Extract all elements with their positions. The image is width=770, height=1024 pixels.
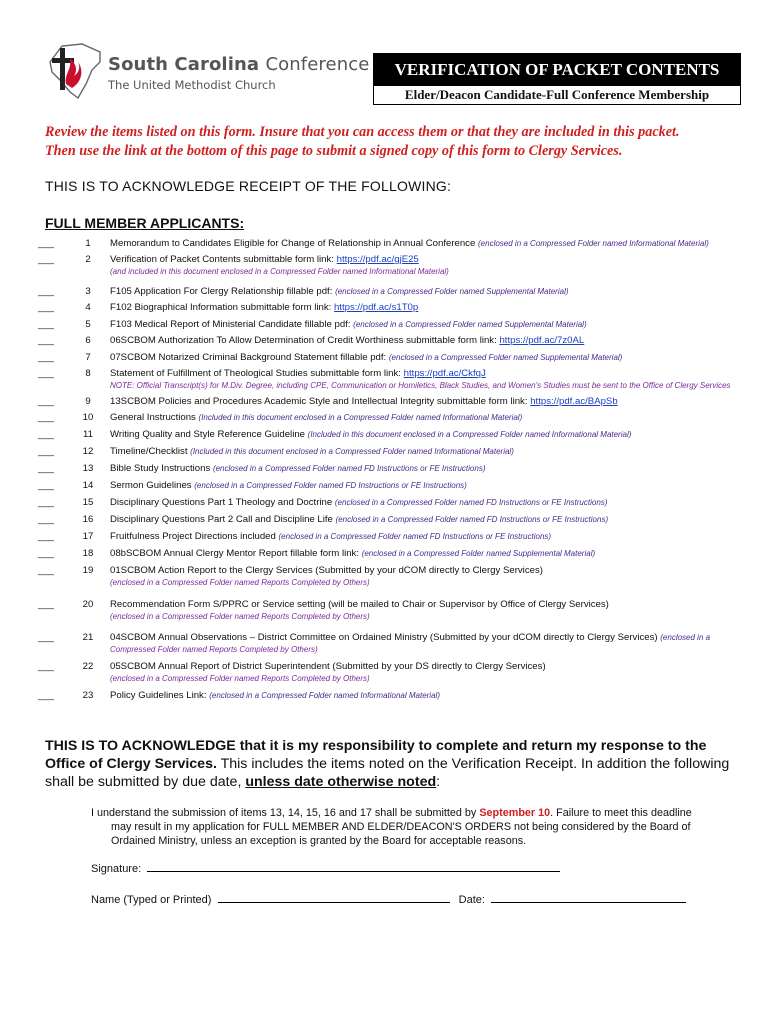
checklist-item xyxy=(38,480,738,492)
item-link[interactable]: https://pdf.ac/BApSb xyxy=(530,396,618,407)
item-number: 17 xyxy=(82,531,94,542)
item-text: 13SCBOM Policies and Procedures Academic Style and Intellectual Integrity submittable form link: xyxy=(110,396,528,407)
item-text: Timeline/Checklist xyxy=(110,446,188,457)
item-number: 1 xyxy=(85,238,91,249)
item-number: 23 xyxy=(82,690,94,701)
item-text: Disciplinary Questions Part 1 Theology and Doctrine xyxy=(110,497,333,508)
item-number: 4 xyxy=(85,302,91,313)
form-title: VERIFICATION OF PACKET CONTENTS xyxy=(374,54,740,86)
item-note: (enclosed in a Compressed Folder named Supplemental Material) xyxy=(335,287,569,296)
item-number: 13 xyxy=(82,463,94,474)
item-number: 21 xyxy=(82,632,94,643)
item-text-block xyxy=(110,429,738,441)
item-text: Memorandum to Candidates Eligible for Change of Relationship in Annual Conference xyxy=(110,238,476,249)
item-note: (Included in this document enclosed in a Compressed Folder named Informational Material) xyxy=(307,430,632,439)
item-text: 07SCBOM Notarized Criminal Background Statement fillable pdf: xyxy=(110,352,387,363)
checklist-item xyxy=(38,690,738,702)
check-blank[interactable]: ___ xyxy=(38,565,55,576)
item-note: (enclosed in a Compressed Folder named FD Instructions or FE Instructions) xyxy=(278,532,552,541)
checklist-item xyxy=(38,565,738,589)
check-blank[interactable]: ___ xyxy=(38,238,55,249)
checklist-item xyxy=(38,352,738,364)
check-blank[interactable]: ___ xyxy=(38,690,55,701)
item-note: (enclosed in a Compressed Folder named Supplemental Material) xyxy=(388,353,623,362)
item-note: (enclosed in a Compressed Folder named FD Instructions or FE Instructions) xyxy=(334,498,608,507)
item-number: 20 xyxy=(82,599,94,610)
item-number: 8 xyxy=(85,368,91,379)
check-blank[interactable]: ___ xyxy=(38,286,55,297)
checklist-item xyxy=(38,302,738,314)
item-text: 06SCBOM Authorization To Allow Determination of Credit Worthiness submittable form link: xyxy=(110,335,497,346)
item-text: Verification of Packet Contents submittable form link: xyxy=(110,254,334,265)
name-date-row xyxy=(91,893,686,906)
item-text-block xyxy=(110,319,738,331)
item-subnote: (enclosed in a Compressed Folder named Reports Completed by Others) xyxy=(110,612,370,621)
responsibility-statement xyxy=(45,737,735,791)
item-link[interactable]: https://pdf.ac/s1T0p xyxy=(333,302,419,313)
cross-flame-logo-icon xyxy=(42,40,104,102)
item-note: (enclosed in a Compressed Folder named FD Instructions or FE Instructions) xyxy=(335,515,609,524)
item-number: 5 xyxy=(85,319,91,330)
check-blank[interactable]: ___ xyxy=(38,497,55,508)
item-text-block xyxy=(110,412,738,424)
item-text: General Instructions xyxy=(110,412,196,423)
org-subtitle: The United Methodist Church xyxy=(108,78,276,92)
item-number: 18 xyxy=(82,548,94,559)
item-text: F105 Application For Clergy Relationship fillable pdf: xyxy=(110,286,333,297)
date-label: Date: xyxy=(458,894,485,906)
item-subnote: (enclosed in a Compressed Folder named Reports Completed by Others) xyxy=(110,674,370,683)
item-text-block xyxy=(110,497,738,509)
check-blank[interactable]: ___ xyxy=(38,429,55,440)
item-text: Fruitfulness Project Directions included xyxy=(110,531,276,542)
item-text-block xyxy=(110,531,738,543)
checklist-item xyxy=(38,254,738,278)
full-member-heading: FULL MEMBER APPLICANTS: xyxy=(45,215,245,231)
item-text-block xyxy=(110,632,738,656)
item-note: (enclosed in a Compressed Folder named FD Instructions or FE Instructions) xyxy=(194,481,467,490)
checklist-item xyxy=(38,238,738,250)
item-link[interactable]: https://pdf.ac/7z0AL xyxy=(499,335,585,346)
check-blank[interactable]: ___ xyxy=(38,396,55,407)
check-blank[interactable]: ___ xyxy=(38,412,55,423)
date-field[interactable] xyxy=(491,893,686,903)
responsibility-end: : xyxy=(436,774,441,790)
responsibility-normal: This includes the items noted on the Verification Receipt. In addition the following shall be submitted by due date, xyxy=(45,756,730,790)
item-note: (enclosed in a Compressed Folder named FD Instructions or FE Instructions) xyxy=(212,464,486,473)
item-text: Disciplinary Questions Part 2 Call and Discipline Life xyxy=(110,514,333,525)
check-blank[interactable]: ___ xyxy=(38,254,55,265)
item-number: 2 xyxy=(85,254,91,265)
item-note: (enclosed in a Compressed Folder named Informational Material) xyxy=(478,239,709,248)
item-text-block xyxy=(110,302,738,314)
check-blank[interactable]: ___ xyxy=(38,335,55,346)
item-number: 6 xyxy=(85,335,91,346)
item-text-block xyxy=(110,599,738,623)
item-note: (enclosed in a Compressed Folder named Supplemental Material) xyxy=(361,549,596,558)
org-name: South Carolina Conference xyxy=(108,54,370,75)
item-text-block xyxy=(110,661,738,685)
item-number: 19 xyxy=(82,565,94,576)
item-text: Policy Guidelines Link: xyxy=(110,690,207,701)
name-label: Name (Typed or Printed) xyxy=(91,894,212,906)
item-number: 15 xyxy=(82,497,94,508)
checklist-item xyxy=(38,396,738,408)
item-number: 16 xyxy=(82,514,94,525)
item-subnote: NOTE: Official Transcript(s) for M.Div. Degree, including CPE, Communication or Homiletics, Black Studies, and Women's Studies must be sent to the Office of Clergy Services xyxy=(110,381,731,390)
checklist-item xyxy=(38,463,738,475)
checklist-item xyxy=(38,286,738,298)
item-text: 04SCBOM Annual Observations – District Committee on Ordained Ministry (Submitted by your dCOM directly to Clergy Services) xyxy=(110,632,658,643)
item-text: Recommendation Form S/PPRC or Service setting (will be mailed to Chair or Supervisor by Office of Clergy Services) xyxy=(110,599,609,610)
item-text: Bible Study Instructions xyxy=(110,463,211,474)
checklist-item xyxy=(38,661,738,685)
item-text: Statement of Fulfillment of Theological Studies submittable form link: xyxy=(110,368,401,379)
item-text: F102 Biographical Information submittable form link: xyxy=(110,302,332,313)
form-subtitle: Elder/Deacon Candidate-Full Conference Membership xyxy=(404,87,710,102)
checklist-item xyxy=(38,429,738,441)
check-blank[interactable]: ___ xyxy=(38,599,55,610)
item-text-block xyxy=(110,565,738,589)
checklist-item xyxy=(38,319,738,331)
item-text: Writing Quality and Style Reference Guideline xyxy=(110,429,305,440)
checklist-item xyxy=(38,335,738,347)
checklist-item xyxy=(38,632,738,656)
item-text-block xyxy=(110,446,738,458)
signature-row xyxy=(91,862,560,875)
item-text-block xyxy=(110,368,738,392)
checklist-item xyxy=(38,548,738,560)
checklist-item xyxy=(38,497,738,509)
item-number: 11 xyxy=(83,429,93,440)
check-blank[interactable]: ___ xyxy=(38,446,55,457)
deadline-before: I understand the submission of items 13, 14, 15, 16 and 17 shall be submitted by xyxy=(91,807,477,819)
deadline-line-3: Ordained Ministry, unless an exception is granted by the Board for acceptable reasons. xyxy=(111,835,527,847)
item-link[interactable]: https://pdf.ac/gjE25 xyxy=(336,254,419,265)
item-text-block xyxy=(110,396,738,408)
item-text-block xyxy=(110,254,738,278)
signature-label: Signature: xyxy=(91,863,142,875)
item-note: (enclosed in a Compressed Folder named Informational Material) xyxy=(209,691,440,700)
item-number: 3 xyxy=(85,286,91,297)
item-number: 22 xyxy=(82,661,94,672)
check-blank[interactable]: ___ xyxy=(38,319,55,330)
item-subnote: (and included in this document enclosed in a Compressed Folder named Informational Material) xyxy=(110,267,449,276)
deadline-after: . Failure to meet this deadline xyxy=(550,807,692,819)
item-note: (enclosed in a Compressed Folder named Supplemental Material) xyxy=(353,320,587,329)
deadline-line-2: may result in my application for FULL MEMBER AND ELDER/DEACON'S ORDERS not being considered by the Board of xyxy=(111,821,691,833)
check-blank[interactable]: ___ xyxy=(38,661,55,672)
item-text-block xyxy=(110,690,738,702)
check-blank[interactable]: ___ xyxy=(38,302,55,313)
item-note: (Included in this document enclosed in a Compressed Folder named Informational Material) xyxy=(190,447,514,456)
item-text-block xyxy=(110,352,738,364)
check-blank[interactable]: ___ xyxy=(38,632,55,643)
item-text-block xyxy=(110,238,738,250)
item-link[interactable]: https://pdf.ac/CkfqJ xyxy=(403,368,486,379)
conference-logo xyxy=(42,40,370,102)
item-number: 7 xyxy=(85,352,91,363)
item-text-block xyxy=(110,480,738,492)
item-text-block xyxy=(110,335,738,347)
item-text: 05SCBOM Annual Report of District Superintendent (Submitted by your DS directly to Clergy Services) xyxy=(110,661,546,672)
responsibility-underline: unless date otherwise noted xyxy=(245,774,437,790)
check-blank[interactable]: ___ xyxy=(38,368,55,379)
check-blank[interactable]: ___ xyxy=(38,480,55,491)
page-header xyxy=(0,0,770,115)
intro-line-2: Then use the link at the bottom of this page to submit a signed copy of this form to Clergy Services. xyxy=(45,143,623,159)
item-number: 10 xyxy=(82,412,94,423)
form-title-box xyxy=(373,53,741,105)
item-text-block xyxy=(110,514,738,526)
item-text: F103 Medical Report of Ministerial Candidate fillable pdf: xyxy=(110,319,351,330)
deadline-statement xyxy=(91,806,736,848)
item-subnote: (enclosed in a Compressed Folder named Reports Completed by Others) xyxy=(110,578,370,587)
checklist-item xyxy=(38,368,738,392)
check-blank[interactable]: ___ xyxy=(38,463,55,474)
item-text-block xyxy=(110,548,738,560)
item-subnote: Compressed Folder named Reports Completed by Others) xyxy=(110,645,318,654)
checklist-item xyxy=(38,599,738,623)
name-field[interactable] xyxy=(218,893,450,903)
item-note: (enclosed in a xyxy=(660,633,711,642)
checklist-item xyxy=(38,446,738,458)
check-blank[interactable]: ___ xyxy=(38,548,55,559)
item-text-block xyxy=(110,463,738,475)
check-blank[interactable]: ___ xyxy=(38,514,55,525)
item-number: 14 xyxy=(82,480,94,491)
item-number: 12 xyxy=(82,446,94,457)
deadline-date: September 10 xyxy=(479,807,551,819)
item-text: Sermon Guidelines xyxy=(110,480,192,491)
responsibility-bold: THIS IS TO ACKNOWLEDGE that it is my responsibility to complete and return my response to the Office of Clergy Services. xyxy=(45,738,707,772)
item-text: 01SCBOM Action Report to the Clergy Services (Submitted by your dCOM directly to Clergy Services) xyxy=(110,565,543,576)
check-blank[interactable]: ___ xyxy=(38,531,55,542)
checklist-item xyxy=(38,531,738,543)
intro-line-1: Review the items listed on this form. Insure that you can access them or that they are included in this packet. xyxy=(45,124,680,140)
item-text: 08bSCBOM Annual Clergy Mentor Report fillable form link: xyxy=(110,548,360,559)
signature-field[interactable] xyxy=(147,862,560,872)
checklist-item xyxy=(38,514,738,526)
checklist-item xyxy=(38,412,738,424)
intro-instructions xyxy=(45,123,735,161)
item-note: (Included in this document enclosed in a Compressed Folder named Informational Material) xyxy=(198,413,523,422)
check-blank[interactable]: ___ xyxy=(38,352,55,363)
item-text-block xyxy=(110,286,738,298)
acknowledge-heading: THIS IS TO ACKNOWLEDGE RECEIPT OF THE FOLLOWING: xyxy=(45,178,452,194)
item-number: 9 xyxy=(85,396,91,407)
